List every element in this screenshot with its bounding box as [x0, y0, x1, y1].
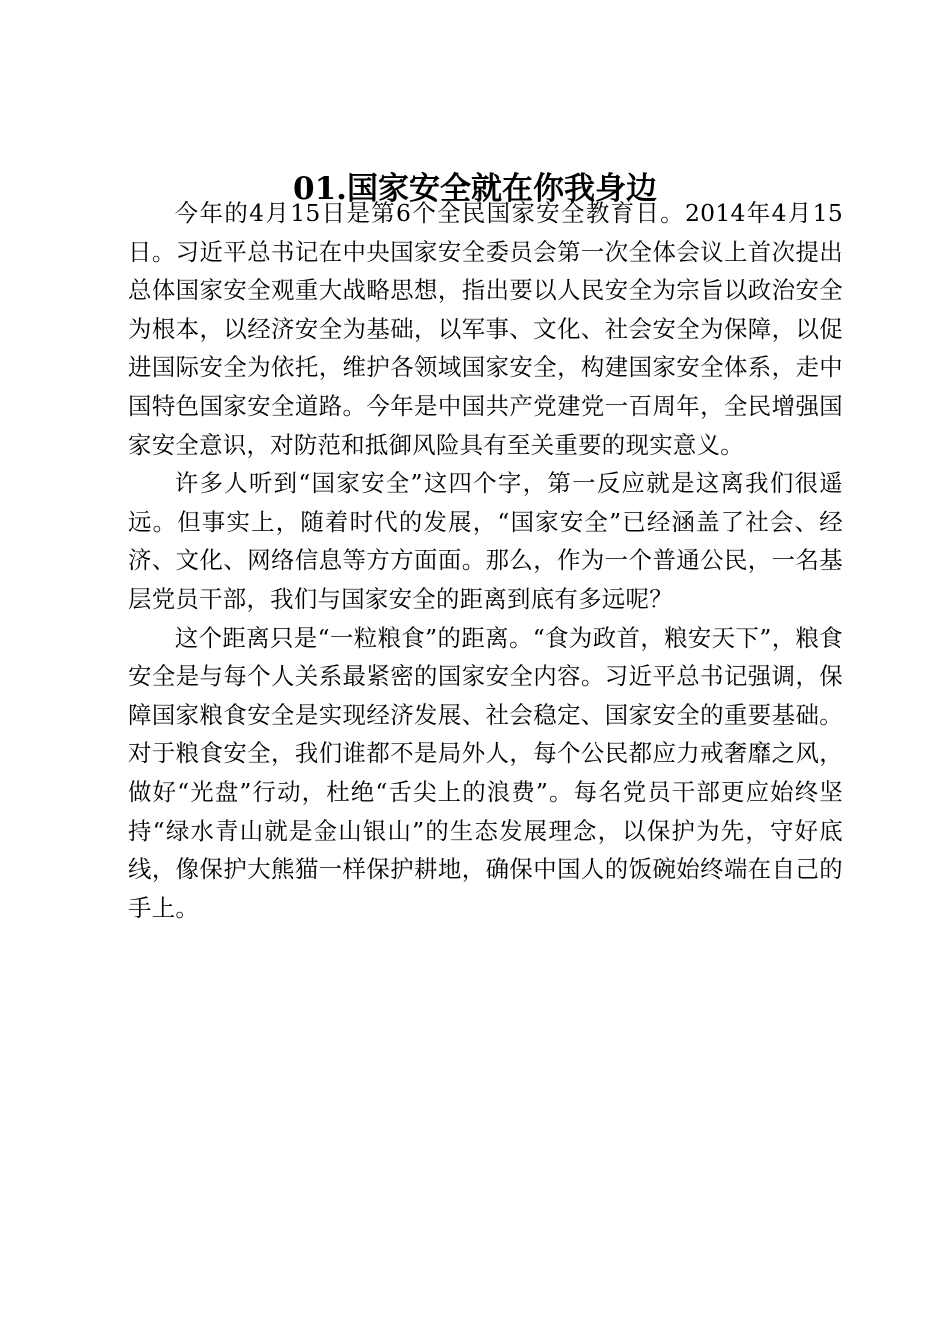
paragraph: 今年的4月15日是第6个全民国家安全教育日。2014年4月15日。习近平总书记在中央国家安全委员会第一次全体会议上首次提出总体国家安全观重大战略思想，指出要以人民安全为宗旨以政治安全为根本，以经济安全为基础，以军事、文化、社会安全为保障，以促进国际安全为依托，维护各领域国家安全，构建国家安全体系，走中国特色国家安全道路。今年是中国共产党建党一百周年，全民增强国家安全意识，对防范和抵御风险具有至关重要的现实意义。	[128, 199, 843, 459]
document-title: 01.国家安全就在你我身边	[293, 171, 657, 207]
paragraph: 这个距离只是“一粒粮食”的距离。“食为政首，粮安天下”，粮食安全是与每个人关系最紧密的国家安全内容。习近平总书记强调，保障国家粮食安全是实现经济发展、社会稳定、国家安全的重要基础。对于粮食安全，我们谁都不是局外人，每个公民都应力戒奢靡之风，做好“光盘”行动，杜绝“舌尖上的浪费”。每名党员干部更应始终坚持“绿水青山就是金山银山”的生态发展理念，以保护为先，守好底线，像保护大熊猫一样保护耕地，确保中国人的饭碗始终端在自己的手上。	[128, 623, 843, 922]
paragraph: 许多人听到“国家安全”这四个字，第一反应就是这离我们很遥远。但事实上，随着时代的发展，“国家安全”已经涵盖了社会、经济、文化、网络信息等方方面面。那么，作为一个普通公民，一名基层党员干部，我们与国家安全的距离到底有多远呢？	[128, 469, 843, 613]
document-body	[128, 194, 843, 927]
